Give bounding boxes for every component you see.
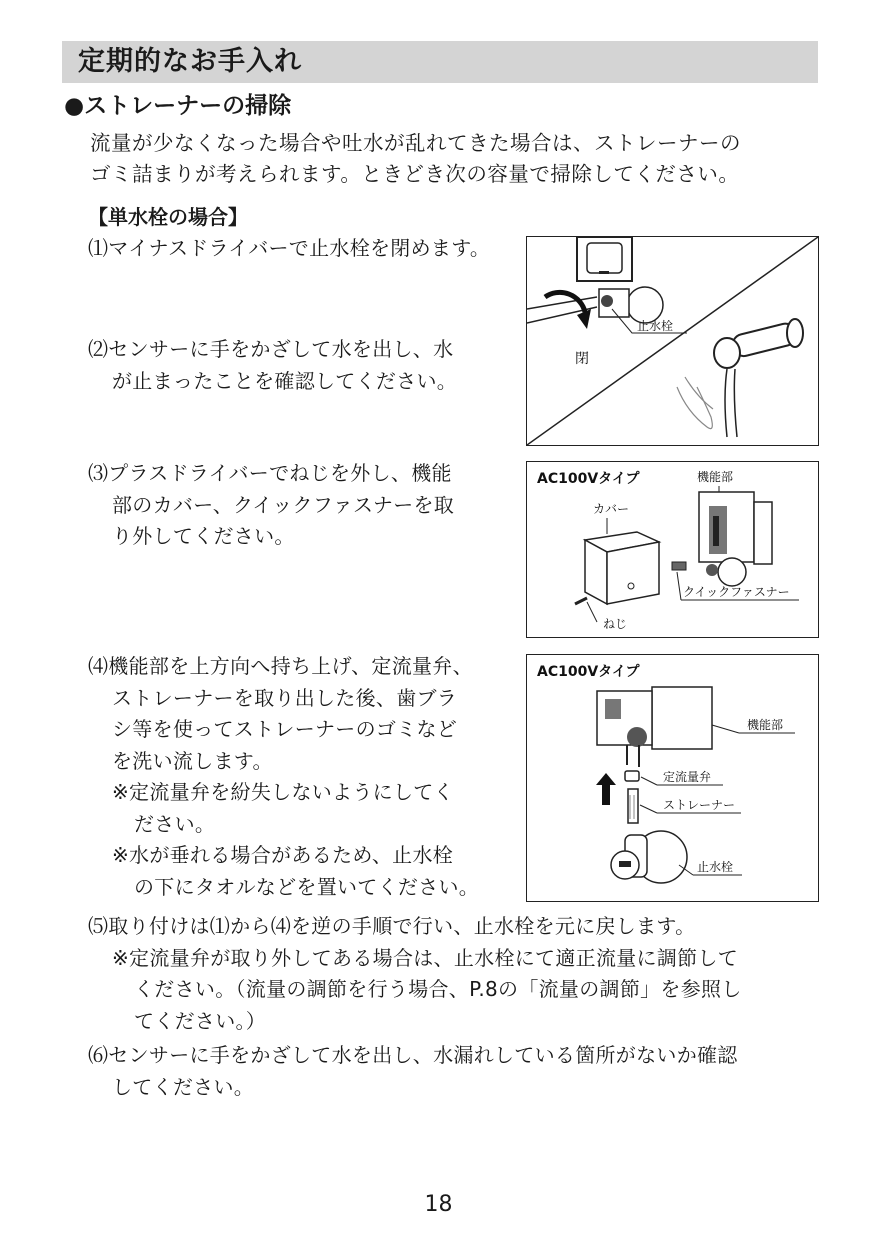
label-valve: 止水栓	[697, 860, 734, 874]
intro-line: 流量が少なくなった場合や吐水が乱れてきた場合は、ストレーナーの	[90, 131, 741, 155]
step-line: 部のカバー、クイックファスナーを取	[112, 492, 455, 517]
label-valve: 止水栓	[637, 319, 674, 333]
step-note: てください。）	[134, 1008, 267, 1033]
intro-text	[90, 128, 825, 190]
figure-valve-illustration	[527, 237, 818, 445]
figure-strainer-illustration	[527, 655, 818, 901]
step-1	[88, 233, 490, 265]
page-title: 定期的なお手入れ	[78, 46, 302, 77]
step-line: ⑵センサーに手をかざして水を出し、水	[88, 337, 454, 361]
figure-strainer-removal	[526, 654, 819, 902]
figure-valve-close	[526, 236, 819, 446]
figure-cover-removal	[526, 461, 819, 638]
figure-cover-illustration	[527, 462, 818, 637]
label-unit: 機能部	[697, 470, 734, 484]
section-title: ●ストレーナーの掃除	[64, 93, 292, 119]
step-2	[88, 334, 457, 397]
page-number: 18	[424, 1192, 453, 1217]
step-line: してください。	[112, 1074, 255, 1099]
step-line: ストレーナーを取り出した後、歯ブラ	[112, 685, 458, 710]
step-line: ⑶プラスドライバーでねじを外し、機能	[88, 461, 452, 485]
step-line: ⑷機能部を上方向へ持ち上げ、定流量弁、	[88, 654, 473, 678]
step-5	[88, 911, 742, 1037]
step-4	[88, 651, 479, 903]
subsection-title: 【単水栓の場合】	[88, 205, 248, 229]
label-cover: カバー	[593, 502, 630, 516]
step-line: を洗い流します。	[112, 748, 273, 773]
step-3	[88, 458, 454, 553]
step-line: り外してください。	[112, 524, 295, 548]
step-line: シ等を使ってストレーナーのゴミなど	[112, 717, 458, 741]
label-unit: 機能部	[747, 718, 784, 732]
label-flow-valve: 定流量弁	[663, 770, 712, 784]
step-line: が止まったことを確認してください。	[112, 368, 458, 393]
step-6	[88, 1040, 738, 1103]
label-fastener: クイックファスナー	[683, 585, 790, 599]
step-note: の下にタオルなどを置いてください。	[134, 874, 480, 899]
step-note: ください。（流量の調節を行う場合、P.8の「流量の調節」を参照し	[134, 977, 742, 1001]
label-screw: ねじ	[603, 617, 628, 631]
step-line: ⑴マイナスドライバーで止水栓を閉めます。	[88, 236, 491, 260]
type-label: AC100Vタイプ	[537, 664, 640, 680]
type-label: AC100Vタイプ	[537, 471, 640, 487]
label-strainer: ストレーナー	[663, 798, 736, 812]
step-note: ださい。	[134, 811, 216, 836]
step-note: ※水が垂れる場合があるため、止水栓	[112, 843, 454, 867]
step-line: ⑸取り付けは⑴から⑷を逆の手順で行い、止水栓を元に戻します。	[88, 914, 696, 938]
step-line: ⑹センサーに手をかざして水を出し、水漏れしている箇所がないか確認	[88, 1043, 738, 1067]
step-note: ※定流量弁が取り外してある場合は、止水栓にて適正流量に調節して	[112, 945, 739, 970]
label-close: 閉	[575, 351, 589, 367]
step-note: ※定流量弁を紛失しないようにしてく	[112, 780, 454, 804]
intro-line: ゴミ詰まりが考えられます。ときどき次の容量で掃除してください。	[90, 162, 740, 186]
